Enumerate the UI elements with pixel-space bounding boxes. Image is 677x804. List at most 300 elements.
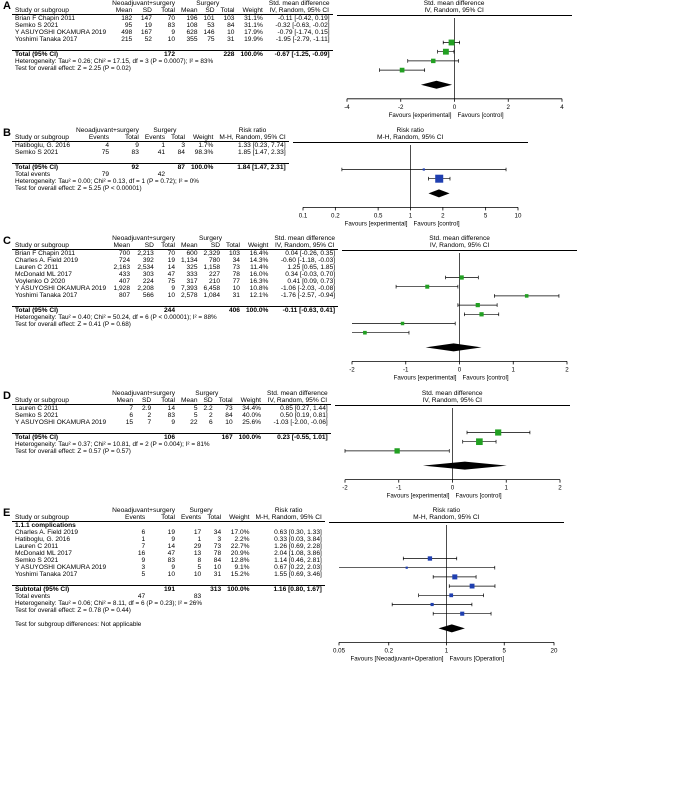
data-value: 182 (121, 15, 133, 22)
column-header: M-H, Random, 95% CI (216, 134, 288, 142)
weight-value: 16.0% (249, 271, 269, 279)
effect-ci: 0.04 [-0.26, 0.35] (285, 250, 336, 258)
data-value: 5 (193, 411, 198, 419)
heterogeneity-text: Heterogeneity: Tau² = 0.26; Chi² = 17.15, df = 3 (P = 0.0007); I² = 83% (15, 58, 214, 65)
data-value: 210 (209, 278, 221, 286)
plot-wrapper (335, 390, 570, 504)
study-name: McDonald ML 2017 (15, 271, 72, 279)
table-row (12, 529, 325, 536)
group-header-experimental: Neoadjuvant+surgery (112, 0, 176, 7)
total-n-experimental: 191 (148, 586, 178, 594)
column-header: Events (109, 514, 148, 522)
data-value: 19 (144, 22, 152, 29)
blank (136, 433, 154, 441)
spacer-row (12, 578, 325, 586)
table-row (12, 278, 338, 285)
blank (201, 307, 224, 315)
total-label: Total (95% CI) (12, 163, 73, 171)
svg-text:0: 0 (452, 103, 456, 111)
column-header: SD (201, 397, 216, 405)
data-value: 47 (167, 550, 176, 558)
overall-effect-text: Test for overall effect: Z = 0.57 (P = 0.57) (15, 447, 131, 455)
data-value: 10 (167, 292, 176, 300)
group-header-experimental: Neoadjuvant+surgery (76, 126, 139, 134)
total-n-control: 406 (223, 307, 243, 315)
data-value: 14 (167, 404, 176, 412)
column-header: Weight (237, 7, 265, 15)
data-value: 807 (118, 292, 130, 300)
spacer (236, 390, 264, 397)
blank (204, 593, 224, 600)
overall-effect-row (12, 321, 338, 328)
table-wrapper (12, 235, 338, 328)
total-row (12, 51, 333, 59)
data-value: 600 (186, 250, 198, 258)
data-value: 83 (167, 411, 176, 419)
study-name: Yoshimi Tanaka 2017 (15, 571, 78, 579)
total-n-experimental: 92 (112, 163, 142, 171)
total-events-row (12, 171, 289, 178)
svg-text:0: 0 (450, 484, 454, 492)
spacer (12, 614, 325, 621)
column-header: Total (216, 397, 236, 405)
blank (109, 307, 133, 315)
table-row (12, 404, 331, 412)
study-name: Lauren C 2011 (15, 264, 59, 272)
study-name: Lauren C 2011 (15, 404, 59, 412)
weight-value: 2.2% (234, 536, 250, 544)
table-row (12, 292, 338, 299)
effect-ci: 0.50 [0.19, 0.81] (280, 411, 328, 419)
forest-panel-c (0, 235, 677, 385)
group-header-experimental: Neoadjuvant+surgery (112, 389, 176, 397)
column-header: Study or subgroup (12, 7, 109, 15)
study-table-a (12, 0, 333, 72)
column-header: SD (136, 397, 154, 405)
column-header: Total (218, 7, 238, 15)
data-value: 6 (129, 411, 134, 419)
column-header: SD (135, 7, 155, 15)
data-value: 10 (213, 564, 222, 572)
column-header: IV, Random, 95% CI (266, 7, 333, 15)
svg-text:0.1: 0.1 (298, 212, 307, 220)
column-header-row (12, 397, 331, 405)
column-header: Total (112, 134, 142, 142)
blank (201, 51, 218, 59)
data-value: 73 (213, 543, 222, 551)
overall-effect-row (12, 65, 333, 72)
forest-plot-b (293, 143, 528, 231)
data-value: 224 (142, 278, 154, 286)
group-header-control: Surgery (196, 0, 220, 7)
weight-value: 25.6% (242, 418, 261, 426)
data-value: 1,158 (203, 264, 221, 272)
data-value: 3 (217, 536, 222, 544)
table-wrapper (12, 390, 331, 455)
plot-title: Std. mean difference (429, 235, 490, 243)
data-value: 19 (167, 529, 176, 537)
total-row (12, 586, 325, 594)
table-row (12, 264, 338, 271)
effect-ci: 0.41 [0.09, 0.73] (287, 278, 336, 286)
table-row (12, 557, 325, 564)
effect-ci: 2.04 [1.08, 3.86] (274, 550, 322, 558)
data-value: 407 (118, 278, 130, 286)
data-value: 78 (213, 550, 222, 558)
group-header-control: Surgery (198, 235, 223, 243)
total-label: Total (95% CI) (12, 433, 109, 441)
blank (178, 586, 204, 594)
total-n-control: 228 (218, 51, 238, 59)
total-row (12, 307, 338, 315)
column-header: Study or subgroup (12, 242, 109, 250)
data-value: 7,393 (181, 285, 198, 293)
data-value: 14 (167, 543, 176, 551)
data-value: 84 (227, 22, 235, 29)
column-header: Total (168, 134, 188, 142)
data-value: 700 (118, 250, 130, 258)
forest-panel-b (0, 127, 677, 231)
spacer (12, 507, 109, 514)
blank (201, 433, 216, 441)
forest-plot-c (342, 251, 577, 385)
column-header: M-H, Random, 95% CI (253, 514, 325, 522)
table-row (12, 15, 333, 23)
data-value: 167 (140, 29, 152, 36)
data-value: 1 (141, 536, 146, 544)
spacer-row (12, 426, 331, 434)
data-value: 10 (167, 36, 176, 43)
spacer (12, 43, 333, 51)
data-value: 9 (171, 564, 176, 572)
spacer (12, 390, 109, 397)
data-value: 22 (190, 418, 198, 426)
spacer (12, 156, 289, 164)
data-value: 29 (193, 543, 202, 551)
total-ci: 0.23 [-0.55, 1.01] (264, 433, 331, 441)
data-value: 7 (129, 404, 134, 412)
table-row (12, 419, 331, 426)
total-label: Total (95% CI) (12, 51, 109, 59)
data-value: 147 (140, 15, 152, 22)
blank (188, 171, 216, 178)
data-value: 31 (232, 292, 240, 300)
overall-effect-text: Test for overall effect: Z = 0.41 (P = 0.68) (15, 321, 131, 329)
weight-value: 15.2% (230, 571, 250, 579)
data-value: 52 (144, 36, 152, 43)
column-header: Study or subgroup (12, 514, 109, 522)
table-row (12, 564, 325, 571)
heterogeneity-text: Heterogeneity: Tau² = 0.06; Chi² = 8.11, df = 6 (P = 0.23); I² = 26% (15, 600, 203, 608)
data-value: 2,578 (181, 292, 198, 300)
blank (135, 51, 155, 59)
svg-text:Favours [control]: Favours [control] (455, 492, 502, 500)
data-value: 215 (121, 36, 133, 43)
spacer (237, 0, 265, 7)
effect-ci: 0.67 [0.22, 2.03] (274, 564, 322, 572)
blank (178, 51, 201, 59)
svg-text:2: 2 (558, 484, 562, 492)
column-header: Total (204, 514, 224, 522)
svg-text:Favours [experimental]: Favours [experimental] (344, 220, 408, 228)
heterogeneity-row (12, 58, 333, 65)
total-row (12, 433, 331, 441)
effect-measure-header: Risk ratio (238, 126, 267, 134)
svg-text:Favours [experimental]: Favours [experimental] (386, 492, 450, 500)
heterogeneity-row (12, 600, 325, 607)
study-name: Semko S 2021 (15, 148, 59, 156)
effect-ci: -0.32 [-0.63, -0.02] (275, 22, 330, 29)
spacer (12, 426, 331, 434)
data-value: 83 (131, 148, 139, 156)
data-value: 10 (227, 29, 235, 36)
plot-subtitle: M-H, Random, 95% CI (293, 134, 528, 143)
effect-ci: 1.26 [0.69, 2.28] (274, 543, 322, 551)
total-events-control: 42 (157, 170, 166, 178)
blank (109, 586, 148, 594)
data-value: 9 (171, 536, 176, 544)
total-row (12, 163, 289, 171)
overall-effect-row (12, 448, 331, 455)
total-n-experimental: 106 (154, 433, 178, 441)
column-header: Events (142, 134, 168, 142)
data-value: 53 (207, 22, 215, 29)
blank (73, 163, 112, 171)
data-value: 2,213 (137, 250, 154, 258)
data-value: 4 (105, 141, 110, 149)
column-header: Mean (178, 397, 201, 405)
study-name: Semko S 2021 (15, 557, 59, 565)
total-n-control: 167 (216, 433, 236, 441)
heterogeneity-row (12, 441, 331, 448)
study-name: Brian F Chapin 2011 (15, 250, 75, 258)
plot-title: Std. mean difference (423, 0, 485, 7)
data-value: 84 (225, 411, 233, 419)
data-value: 10 (193, 571, 202, 579)
study-name: Hatiboglu, G. 2016 (15, 141, 70, 149)
weight-value: 20.9% (230, 550, 250, 558)
table-row (12, 29, 333, 36)
study-name: Lauren C 2011 (15, 543, 59, 551)
svg-text:Favours [control]: Favours [control] (413, 220, 460, 228)
total-events-row (12, 593, 325, 600)
data-value: 31 (227, 36, 235, 43)
spacer (12, 127, 73, 134)
effect-ci: -0.11 [-0.42, 0.19] (278, 15, 330, 22)
plot-wrapper (337, 0, 572, 123)
overall-effect-text: Test for overall effect: Z = 2.25 (P = 0.02) (15, 65, 131, 72)
data-value: 1,134 (181, 257, 198, 265)
svg-text:0.2: 0.2 (384, 647, 393, 655)
svg-text:-1: -1 (403, 366, 409, 374)
data-value: 15 (125, 418, 134, 426)
spacer-row (12, 43, 333, 51)
effect-ci: -1.03 [-2.00, -0.06] (273, 418, 328, 426)
data-value: 317 (186, 278, 198, 286)
spacer (12, 0, 109, 7)
table-row (12, 412, 331, 419)
footer-row (12, 614, 325, 621)
effect-measure-header: Std. mean difference (268, 0, 330, 7)
study-name: Y ASUYOSHI OKAMURA 2019 (15, 418, 107, 426)
data-value: 95 (124, 22, 133, 29)
forest-plot-e (329, 523, 564, 666)
data-value: 16 (137, 550, 146, 558)
svg-text:Favours [control]: Favours [control] (462, 374, 509, 382)
effect-ci: -1.95 [-2.79, -1.11] (275, 36, 330, 43)
data-value: 355 (186, 36, 198, 43)
study-name: Voylenko O 2020 (15, 278, 66, 286)
data-value: 10 (225, 418, 233, 426)
data-value: 7 (141, 543, 146, 551)
plot-title: Risk ratio (432, 507, 461, 515)
panel-letter-c: C (3, 235, 11, 248)
column-header: Total (148, 514, 178, 522)
data-value: 41 (157, 148, 166, 156)
spacer (188, 127, 216, 134)
group-header-experimental: Neoadjuvant+surgery (112, 507, 176, 515)
table-wrapper (12, 127, 289, 192)
plot-wrapper (342, 235, 577, 385)
table-row (12, 250, 338, 258)
data-value: 70 (167, 15, 176, 22)
data-value: 196 (186, 15, 198, 22)
group-header-row (12, 235, 338, 242)
forest-panel-a (0, 0, 677, 123)
heterogeneity-row (12, 178, 289, 185)
effect-ci: -1.06 [-2.03, -0.08] (280, 285, 336, 293)
column-header: Mean (109, 7, 135, 15)
column-header: Weight (243, 242, 271, 250)
data-value: 103 (223, 15, 235, 22)
data-value: 10 (167, 571, 176, 579)
plot-wrapper (293, 127, 528, 231)
weight-value: 1.7% (198, 141, 214, 149)
overall-effect-row (12, 185, 289, 192)
total-weight: 100.0% (237, 51, 265, 59)
effect-ci: 0.63 [0.30, 1.33] (274, 529, 322, 537)
data-value: 17 (193, 529, 202, 537)
data-value: 2,329 (203, 250, 221, 258)
data-value: 333 (186, 271, 198, 279)
column-header: Study or subgroup (12, 397, 109, 405)
svg-text:5: 5 (502, 647, 506, 655)
table-row (12, 543, 325, 550)
column-header: IV, Random, 95% CI (264, 397, 331, 405)
total-ci: 1.16 [0.80, 1.67] (253, 586, 325, 594)
data-value: 566 (142, 292, 154, 300)
table-row (12, 257, 338, 264)
data-value: 34 (213, 529, 222, 537)
subgroup-label: 1.1.1 complications (15, 522, 76, 530)
total-weight: 100.0% (243, 307, 271, 315)
column-header-row (12, 242, 338, 250)
study-name: Semko S 2021 (15, 22, 59, 29)
weight-value: 40.0% (242, 411, 261, 419)
spacer-row (12, 299, 338, 307)
svg-text:0.2: 0.2 (330, 212, 340, 220)
column-header: SD (201, 7, 218, 15)
data-value: 146 (203, 29, 215, 36)
column-header: Weight (236, 397, 264, 405)
weight-value: 16.4% (249, 250, 269, 258)
weight-value: 34.4% (242, 404, 261, 412)
data-value: 303 (142, 271, 154, 279)
weight-value: 17.9% (244, 29, 263, 36)
effect-ci: -1.76 [-2.57, -0.94] (280, 292, 336, 300)
effect-ci: 1.14 [0.46, 2.81] (274, 557, 322, 565)
svg-text:5: 5 (483, 212, 488, 220)
svg-text:10: 10 (514, 212, 522, 220)
panel-letter-b: B (3, 126, 11, 139)
data-value: 1,928 (113, 285, 130, 293)
study-name: McDonald ML 2017 (15, 550, 72, 558)
svg-text:2: 2 (565, 366, 569, 374)
group-header-row (12, 0, 333, 7)
table-row (12, 36, 333, 43)
panel-letter-d: D (3, 389, 11, 402)
total-events-experimental: 79 (101, 170, 110, 178)
spacer-row (12, 156, 289, 164)
plot-subtitle: IV, Random, 95% CI (335, 397, 570, 406)
total-events-label: Total events (15, 593, 51, 601)
data-value: 7 (147, 418, 152, 426)
total-label: Subtotal (95% CI) (12, 586, 109, 594)
forest-plot-a (337, 16, 572, 123)
data-value: 6 (209, 418, 213, 426)
weight-value: 31.1% (244, 22, 263, 29)
column-header: Events (178, 514, 204, 522)
svg-text:-2: -2 (397, 103, 404, 111)
data-value: 34 (232, 257, 240, 265)
svg-text:2: 2 (506, 103, 510, 111)
effect-measure-header: Std. mean difference (267, 389, 328, 397)
spacer (12, 578, 325, 586)
total-ci: -0.67 [-1.25, -0.09] (266, 51, 333, 59)
group-header-row (12, 507, 325, 514)
column-header: Total (155, 7, 178, 15)
total-ci: 1.84 [1.47, 2.31] (216, 163, 288, 171)
data-value: 75 (167, 278, 176, 286)
data-value: 3 (141, 564, 146, 572)
weight-value: 14.3% (249, 257, 269, 265)
column-header: Events (73, 134, 112, 142)
table-wrapper (12, 0, 333, 72)
data-value: 433 (118, 271, 130, 279)
column-header-row (12, 134, 289, 142)
study-name: Yoshimi Tanaka 2017 (15, 36, 78, 43)
subgroup-diff-row (12, 621, 325, 628)
svg-text:0.05: 0.05 (332, 647, 345, 655)
data-value: 10 (232, 285, 240, 293)
svg-text:Favours [Neoadjuvant+Operation: Favours [Neoadjuvant+Operation] (350, 655, 444, 663)
subgroup-diff-text: Test for subgroup differences: Not applicable (15, 621, 142, 629)
forest-plot-d (335, 406, 570, 504)
data-value: 75 (207, 36, 215, 43)
data-value: 498 (121, 29, 133, 36)
data-value: 31 (213, 571, 222, 579)
weight-value: 10.8% (249, 285, 269, 293)
data-value: 9 (171, 29, 176, 36)
svg-text:1: 1 (444, 647, 449, 655)
data-value: 2 (147, 411, 152, 419)
column-header: Weight (224, 514, 252, 522)
study-name: Yoshimi Tanaka 2017 (15, 292, 78, 300)
data-value: 101 (203, 15, 215, 22)
data-value: 19 (167, 257, 176, 265)
overall-effect-row (12, 607, 325, 614)
data-value: 108 (186, 22, 198, 29)
